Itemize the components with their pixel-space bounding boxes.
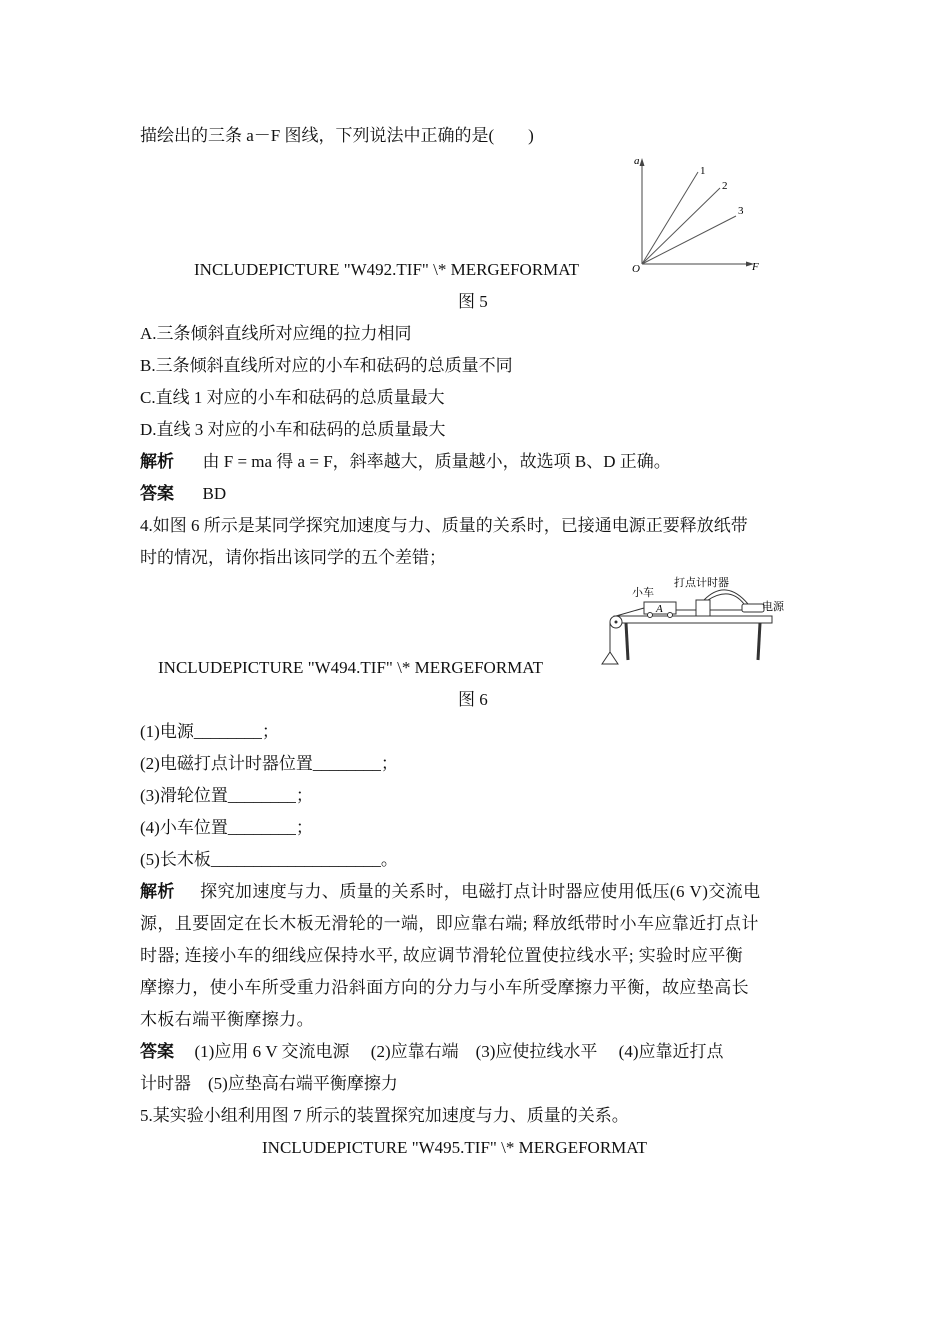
- analysis-label: 解析: [140, 882, 175, 901]
- option-c: C.直线 1 对应的小车和砝码的总质量最大: [140, 388, 445, 407]
- a-f-graph-figure: [628, 150, 768, 280]
- q4-analysis-line-1: [140, 880, 760, 904]
- q4-answer-line-2: 计时器 (5)应垫高右端平衡摩擦力: [140, 1074, 398, 1093]
- q4-analysis-line-3: 时器; 连接小车的细线应保持水平, 故应调节滑轮位置使拉线水平; 实验时应平衡: [140, 946, 744, 965]
- blank-3: (3)滑轮位置________；: [140, 786, 313, 805]
- q3-analysis: [140, 450, 671, 474]
- q3-answer: [140, 482, 226, 506]
- analysis-label: 解析: [140, 452, 174, 471]
- include-field-w494: INCLUDEPICTURE "W494.TIF" \* MERGEFORMAT: [158, 658, 544, 677]
- option-a: A.三条倾斜直线所对应绳的拉力相同: [140, 324, 412, 343]
- blank-1: (1)电源________；: [140, 722, 279, 741]
- q4-analysis-line-5: 木板右端平衡摩擦力。: [140, 1010, 314, 1029]
- label-timer: 打点计时器: [674, 577, 729, 589]
- apparatus-figure: [596, 572, 784, 672]
- blank-2: (2)电磁打点计时器位置________；: [140, 754, 398, 773]
- answer-text: (1)应用 6 V 交流电源 (2)应靠右端 (3)应使拉线水平 (4)应靠近打点: [194, 1042, 724, 1061]
- label-a: A: [656, 603, 663, 615]
- include-field-w492: INCLUDEPICTURE "W492.TIF" \* MERGEFORMAT: [194, 260, 580, 279]
- answer-text: BD: [202, 484, 227, 503]
- origin-label: O: [632, 263, 640, 275]
- line-label-2: 2: [722, 180, 728, 192]
- q4-analysis-line-2: 源，且要固定在长木板无滑轮的一端，即应靠右端; 释放纸带时小车应靠近打点计: [140, 914, 759, 933]
- label-power: 电源: [762, 601, 784, 613]
- line-label-3: 3: [738, 205, 744, 217]
- q5-stem: 5.某实验小组利用图 7 所示的装置探究加速度与力、质量的关系。: [140, 1106, 629, 1125]
- blank-4: (4)小车位置________；: [140, 818, 313, 837]
- blank-5: (5)长木板____________________。: [140, 850, 398, 869]
- q3-stem: 描绘出的三条 a－F 图线，下列说法中正确的是( ): [140, 126, 534, 145]
- analysis-text: 探究加速度与力、质量的关系时，电磁打点计时器应使用低压(6 V)交流电: [200, 882, 761, 901]
- x-axis-label: F: [752, 261, 759, 273]
- q4-analysis-line-4: 摩擦力，使小车所受重力沿斜面方向的分力与小车所受摩擦力平衡，故应垫高长: [140, 978, 749, 997]
- line-label-1: 1: [700, 165, 706, 177]
- analysis-text: 由 F = ma 得 a = F，斜率越大，质量越小，故选项 B、D 正确。: [202, 452, 671, 471]
- q4-stem-line-2: 时的情况，请你指出该同学的五个差错；: [140, 548, 446, 567]
- label-cart: 小车: [632, 587, 654, 599]
- q4-stem-line-1: 4.如图 6 所示是某同学探究加速度与力、质量的关系时，已接通电源正要释放纸带: [140, 516, 748, 535]
- option-d: D.直线 3 对应的小车和砝码的总质量最大: [140, 420, 446, 439]
- answer-label: 答案: [140, 1042, 174, 1061]
- figure-6-caption: 图 6: [458, 690, 488, 709]
- option-b: B.三条倾斜直线所对应的小车和砝码的总质量不同: [140, 356, 513, 375]
- include-field-w495: INCLUDEPICTURE "W495.TIF" \* MERGEFORMAT: [262, 1138, 648, 1157]
- y-axis-label: a: [634, 155, 640, 167]
- figure-5-caption: 图 5: [458, 292, 488, 311]
- q4-answer-line-1: [140, 1040, 724, 1064]
- answer-label: 答案: [140, 484, 174, 503]
